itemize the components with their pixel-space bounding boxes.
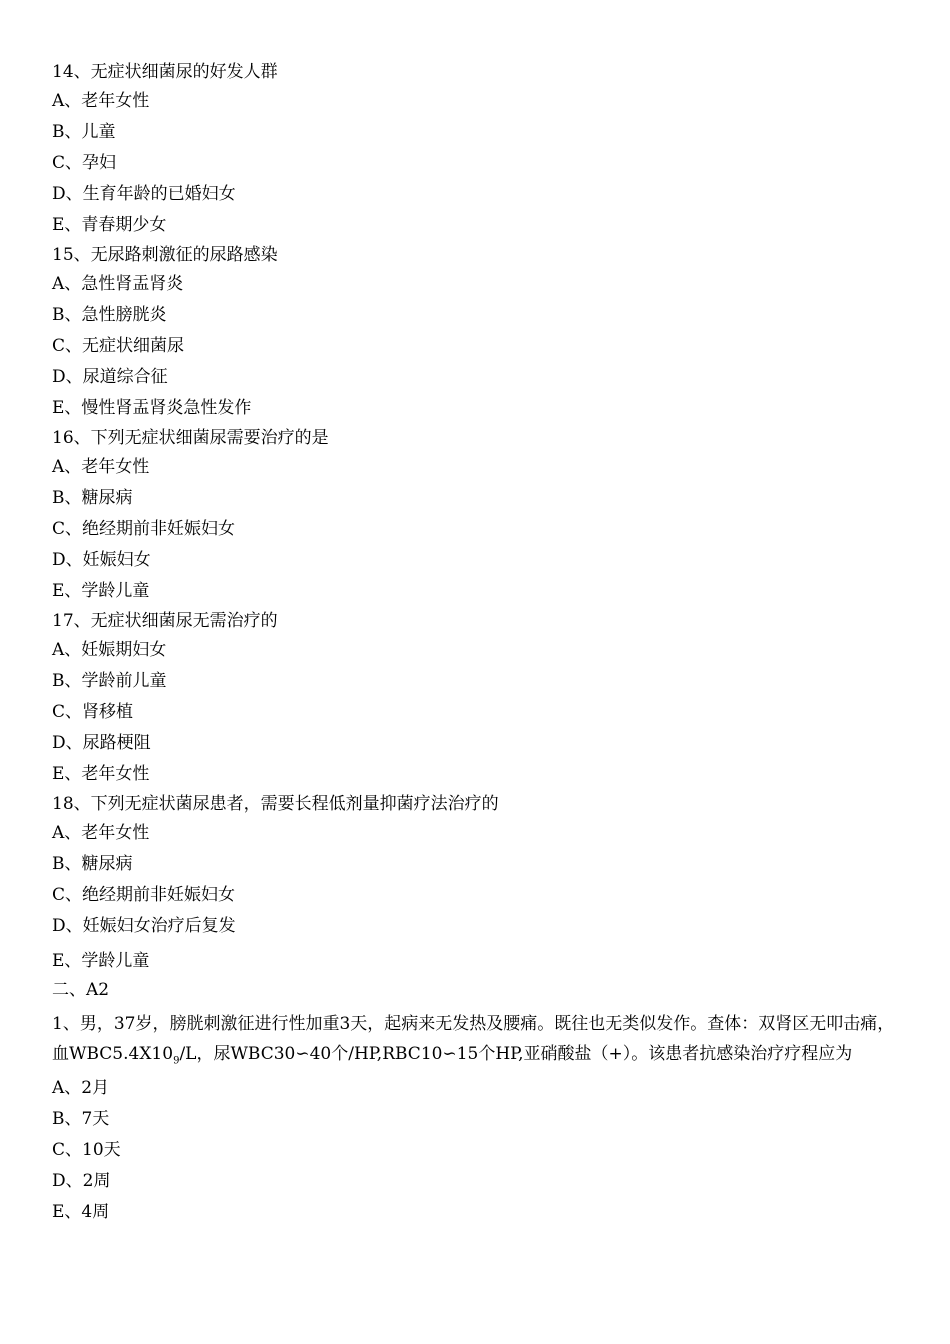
option-c: C、无症状细菌尿: [52, 336, 185, 356]
option-d: D、妊娠妇女: [52, 550, 151, 570]
question-stem: 18、下列无症状菌尿患者，需要长程低剂量抑菌疗法治疗的: [52, 794, 499, 814]
option-b: B、糖尿病: [52, 854, 133, 874]
option-e: E、老年女性: [52, 764, 150, 784]
option-e: E、青春期少女: [52, 215, 167, 235]
question-17: [52, 607, 902, 790]
stem-part-1: 1、男，37岁，膀胱刺激征进行性加重3天，起病来无发热及腰痛。既往也无类似发作。查体：双肾区无叩击痛，血WBC5.4X10: [52, 1014, 895, 1064]
option-d: D、尿路梗阻: [52, 733, 151, 753]
option-a: A、急性肾盂肾炎: [52, 274, 184, 294]
option-c: C、肾移植: [52, 702, 134, 722]
option-e: E、慢性肾盂肾炎急性发作: [52, 398, 252, 418]
option-b: B、学龄前儿童: [52, 671, 167, 691]
option-a: A、妊娠期妇女: [52, 640, 167, 660]
option-c: C、10天: [52, 1140, 121, 1160]
question-14: [52, 58, 902, 241]
option-a: A、2月: [52, 1078, 110, 1098]
option-b: B、7天: [52, 1109, 110, 1129]
document-page: [52, 58, 902, 1228]
option-b: B、儿童: [52, 122, 116, 142]
question-stem: [52, 1009, 897, 1069]
question-a2-1: [52, 1009, 902, 1228]
question-15: [52, 241, 902, 424]
question-stem: 16、下列无症状细菌尿需要治疗的是: [52, 428, 329, 448]
stem-subscript: 9: [173, 1055, 180, 1067]
question-16: [52, 424, 902, 607]
option-a: A、老年女性: [52, 457, 150, 477]
option-a: A、老年女性: [52, 91, 150, 111]
option-c: C、孕妇: [52, 153, 117, 173]
option-a: A、老年女性: [52, 823, 150, 843]
question-stem: 15、无尿路刺激征的尿路感染: [52, 245, 278, 265]
question-stem: 17、无症状细菌尿无需治疗的: [52, 611, 278, 631]
question-18: [52, 790, 902, 977]
option-d: D、尿道综合征: [52, 367, 168, 387]
option-d: D、生育年龄的已婚妇女: [52, 184, 236, 204]
option-c: C、绝经期前非妊娠妇女: [52, 885, 236, 905]
option-d: D、2周: [52, 1171, 111, 1191]
option-c: C、绝经期前非妊娠妇女: [52, 519, 236, 539]
option-e: E、学龄儿童: [52, 581, 150, 601]
option-d: D、妊娠妇女治疗后复发: [52, 916, 236, 936]
stem-part-2: /L，尿WBC30∽40个/HP,RBC10∽15个HP,亚硝酸盐（+）。该患者抗感染治疗疗程应为: [179, 1044, 853, 1064]
option-e: E、4周: [52, 1202, 110, 1222]
option-e: E、学龄儿童: [52, 951, 150, 971]
option-b: B、糖尿病: [52, 488, 133, 508]
option-b: B、急性膀胱炎: [52, 305, 167, 325]
section-heading: 二、A2: [52, 980, 110, 1000]
question-stem: 14、无症状细菌尿的好发人群: [52, 62, 278, 82]
